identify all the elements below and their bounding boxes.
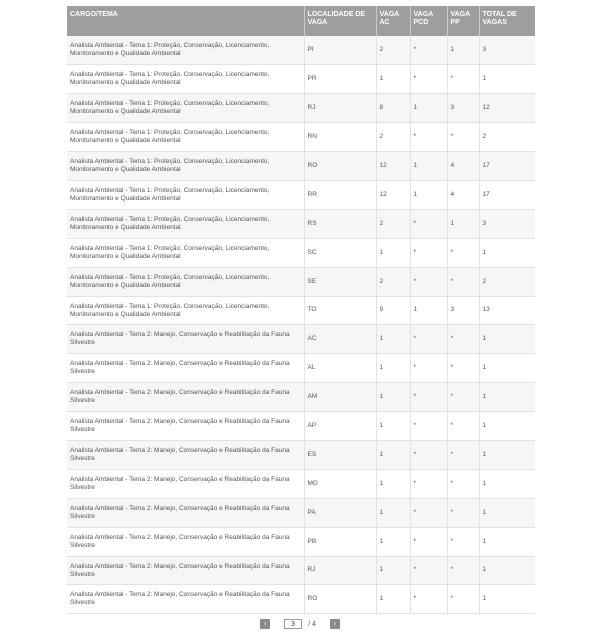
cell-vaga-pcd: 1 bbox=[410, 296, 447, 325]
cell-cargo: Analista Ambiental - Tema 2: Manejo, Conservação e Reabilitação da Fauna Silvestre bbox=[67, 354, 304, 383]
cell-vaga-pcd: * bbox=[410, 209, 447, 238]
cell-localidade: SC bbox=[304, 238, 376, 267]
cell-total-vagas: 1 bbox=[479, 383, 535, 412]
cell-cargo: Analista Ambiental - Tema 1: Proteção, Conservação, Licenciamento, Monitoramento e Qualidade Ambiental bbox=[67, 296, 304, 325]
cell-localidade: RO bbox=[304, 585, 376, 614]
header-cargo: CARGO/TEMA bbox=[67, 6, 304, 36]
cell-cargo: Analista Ambiental - Tema 1: Proteção, Conservação, Licenciamento, Monitoramento e Qualidade Ambiental bbox=[67, 267, 304, 296]
cell-vaga-ac: 2 bbox=[376, 267, 410, 296]
cell-total-vagas: 13 bbox=[479, 296, 535, 325]
cell-vaga-pp: * bbox=[447, 412, 479, 441]
cell-cargo: Analista Ambiental - Tema 2: Manejo, Conservação e Reabilitação da Fauna Silvestre bbox=[67, 556, 304, 585]
cell-total-vagas: 2 bbox=[479, 267, 535, 296]
cell-vaga-ac: 12 bbox=[376, 180, 410, 209]
table-row bbox=[67, 65, 535, 94]
cell-vaga-pcd: * bbox=[410, 123, 447, 152]
cell-vaga-pp: 3 bbox=[447, 94, 479, 123]
table-row bbox=[67, 325, 535, 354]
chevron-left-icon[interactable]: ‹ bbox=[260, 619, 270, 629]
cell-localidade: RR bbox=[304, 180, 376, 209]
cell-localidade: RN bbox=[304, 123, 376, 152]
vacancies-table-container bbox=[67, 6, 535, 614]
page-total-label: / 4 bbox=[308, 620, 316, 628]
cell-cargo: Analista Ambiental - Tema 1: Proteção, Conservação, Licenciamento, Monitoramento e Qualidade Ambiental bbox=[67, 123, 304, 152]
cell-cargo: Analista Ambiental - Tema 2: Manejo, Conservação e Reabilitação da Fauna Silvestre bbox=[67, 383, 304, 412]
cell-vaga-pcd: * bbox=[410, 383, 447, 412]
table-body bbox=[67, 36, 535, 614]
cell-vaga-pcd: 1 bbox=[410, 94, 447, 123]
cell-cargo: Analista Ambiental - Tema 2: Manejo, Conservação e Reabilitação da Fauna Silvestre bbox=[67, 412, 304, 441]
table-row bbox=[67, 36, 535, 65]
cell-total-vagas: 1 bbox=[479, 65, 535, 94]
cell-vaga-ac: 1 bbox=[376, 65, 410, 94]
cell-cargo: Analista Ambiental - Tema 2: Manejo, Conservação e Reabilitação da Fauna Silvestre bbox=[67, 469, 304, 498]
cell-cargo: Analista Ambiental - Tema 1: Proteção, Conservação, Licenciamento, Monitoramento e Qualidade Ambiental bbox=[67, 152, 304, 181]
header-vaga-ac: VAGA AC bbox=[376, 6, 410, 36]
page-number-input[interactable] bbox=[284, 619, 302, 629]
cell-vaga-pp: * bbox=[447, 123, 479, 152]
table-row bbox=[67, 267, 535, 296]
cell-vaga-pcd: 1 bbox=[410, 180, 447, 209]
cell-total-vagas: 1 bbox=[479, 325, 535, 354]
cell-vaga-pcd: * bbox=[410, 556, 447, 585]
cell-vaga-ac: 1 bbox=[376, 527, 410, 556]
table-row bbox=[67, 383, 535, 412]
header-vaga-pp: VAGA PP bbox=[447, 6, 479, 36]
cell-vaga-pp: * bbox=[447, 498, 479, 527]
cell-total-vagas: 17 bbox=[479, 180, 535, 209]
header-vaga-pcd: VAGA PCD bbox=[410, 6, 447, 36]
cell-vaga-ac: 9 bbox=[376, 296, 410, 325]
cell-cargo: Analista Ambiental - Tema 1: Proteção, Conservação, Licenciamento, Monitoramento e Qualidade Ambiental bbox=[67, 209, 304, 238]
header-localidade: LOCALIDADE DE VAGA bbox=[304, 6, 376, 36]
cell-total-vagas: 1 bbox=[479, 585, 535, 614]
cell-vaga-pcd: * bbox=[410, 267, 447, 296]
cell-vaga-pcd: * bbox=[410, 412, 447, 441]
cell-cargo: Analista Ambiental - Tema 1: Proteção, Conservação, Licenciamento, Monitoramento e Qualidade Ambiental bbox=[67, 94, 304, 123]
cell-localidade: TO bbox=[304, 296, 376, 325]
cell-cargo: Analista Ambiental - Tema 2: Manejo, Conservação e Reabilitação da Fauna Silvestre bbox=[67, 325, 304, 354]
cell-cargo: Analista Ambiental - Tema 1: Proteção, Conservação, Licenciamento, Monitoramento e Qualidade Ambiental bbox=[67, 180, 304, 209]
cell-vaga-pp: * bbox=[447, 585, 479, 614]
table-row bbox=[67, 238, 535, 267]
cell-total-vagas: 2 bbox=[479, 123, 535, 152]
cell-total-vagas: 1 bbox=[479, 498, 535, 527]
cell-vaga-pp: 4 bbox=[447, 152, 479, 181]
cell-cargo: Analista Ambiental - Tema 2: Manejo, Conservação e Reabilitação da Fauna Silvestre bbox=[67, 440, 304, 469]
cell-vaga-ac: 8 bbox=[376, 94, 410, 123]
cell-localidade: PB bbox=[304, 527, 376, 556]
cell-localidade: SE bbox=[304, 267, 376, 296]
cell-vaga-pp: 3 bbox=[447, 296, 479, 325]
table-row bbox=[67, 585, 535, 614]
table-row bbox=[67, 527, 535, 556]
cell-vaga-ac: 1 bbox=[376, 354, 410, 383]
cell-vaga-pp: 1 bbox=[447, 36, 479, 65]
cell-total-vagas: 1 bbox=[479, 412, 535, 441]
chevron-right-icon[interactable]: › bbox=[330, 619, 340, 629]
cell-total-vagas: 17 bbox=[479, 152, 535, 181]
cell-vaga-ac: 1 bbox=[376, 469, 410, 498]
table-row bbox=[67, 412, 535, 441]
table-row bbox=[67, 440, 535, 469]
cell-vaga-pcd: * bbox=[410, 325, 447, 354]
cell-localidade: RJ bbox=[304, 556, 376, 585]
table-row bbox=[67, 123, 535, 152]
cell-vaga-ac: 1 bbox=[376, 238, 410, 267]
cell-vaga-pp: * bbox=[447, 556, 479, 585]
cell-vaga-ac: 1 bbox=[376, 585, 410, 614]
cell-vaga-pp: * bbox=[447, 469, 479, 498]
cell-localidade: AC bbox=[304, 325, 376, 354]
cell-vaga-ac: 12 bbox=[376, 152, 410, 181]
cell-total-vagas: 1 bbox=[479, 527, 535, 556]
header-total-vagas: TOTAL DE VAGAS bbox=[479, 6, 535, 36]
cell-total-vagas: 1 bbox=[479, 440, 535, 469]
cell-total-vagas: 12 bbox=[479, 94, 535, 123]
cell-cargo: Analista Ambiental - Tema 1: Proteção, Conservação, Licenciamento, Monitoramento e Qualidade Ambiental bbox=[67, 238, 304, 267]
table-row bbox=[67, 209, 535, 238]
cell-localidade: AL bbox=[304, 354, 376, 383]
vacancies-table bbox=[67, 6, 535, 614]
cell-vaga-ac: 1 bbox=[376, 440, 410, 469]
cell-localidade: RO bbox=[304, 152, 376, 181]
cell-localidade: PA bbox=[304, 498, 376, 527]
pagination bbox=[0, 617, 600, 631]
header-row bbox=[67, 6, 535, 36]
cell-localidade: RJ bbox=[304, 94, 376, 123]
cell-vaga-pcd: * bbox=[410, 498, 447, 527]
table-row bbox=[67, 180, 535, 209]
cell-localidade: RS bbox=[304, 209, 376, 238]
cell-cargo: Analista Ambiental - Tema 2: Manejo, Conservação e Reabilitação da Fauna Silvestre bbox=[67, 585, 304, 614]
cell-localidade: AP bbox=[304, 412, 376, 441]
cell-total-vagas: 1 bbox=[479, 469, 535, 498]
cell-vaga-pp: * bbox=[447, 440, 479, 469]
cell-vaga-ac: 1 bbox=[376, 412, 410, 441]
cell-localidade: ES bbox=[304, 440, 376, 469]
cell-vaga-pcd: * bbox=[410, 238, 447, 267]
cell-vaga-pp: 4 bbox=[447, 180, 479, 209]
cell-vaga-pp: * bbox=[447, 527, 479, 556]
cell-vaga-ac: 1 bbox=[376, 383, 410, 412]
cell-vaga-pcd: * bbox=[410, 527, 447, 556]
cell-vaga-pcd: * bbox=[410, 585, 447, 614]
cell-total-vagas: 1 bbox=[479, 238, 535, 267]
cell-vaga-pp: * bbox=[447, 238, 479, 267]
cell-vaga-ac: 2 bbox=[376, 36, 410, 65]
cell-vaga-pp: * bbox=[447, 354, 479, 383]
cell-total-vagas: 3 bbox=[479, 36, 535, 65]
cell-total-vagas: 1 bbox=[479, 354, 535, 383]
cell-vaga-pcd: * bbox=[410, 354, 447, 383]
cell-vaga-ac: 2 bbox=[376, 209, 410, 238]
cell-cargo: Analista Ambiental - Tema 2: Manejo, Conservação e Reabilitação da Fauna Silvestre bbox=[67, 527, 304, 556]
cell-vaga-pp: * bbox=[447, 383, 479, 412]
cell-vaga-pp: 1 bbox=[447, 209, 479, 238]
table-row bbox=[67, 469, 535, 498]
cell-vaga-pcd: * bbox=[410, 36, 447, 65]
cell-cargo: Analista Ambiental - Tema 2: Manejo, Conservação e Reabilitação da Fauna Silvestre bbox=[67, 498, 304, 527]
table-row bbox=[67, 152, 535, 181]
cell-total-vagas: 1 bbox=[479, 556, 535, 585]
cell-vaga-ac: 2 bbox=[376, 123, 410, 152]
table-row bbox=[67, 296, 535, 325]
cell-vaga-pcd: * bbox=[410, 65, 447, 94]
table-row bbox=[67, 498, 535, 527]
cell-cargo: Analista Ambiental - Tema 1: Proteção, Conservação, Licenciamento, Monitoramento e Qualidade Ambiental bbox=[67, 36, 304, 65]
cell-localidade: MG bbox=[304, 469, 376, 498]
cell-localidade: PI bbox=[304, 36, 376, 65]
cell-vaga-pcd: * bbox=[410, 440, 447, 469]
cell-total-vagas: 3 bbox=[479, 209, 535, 238]
cell-vaga-pcd: 1 bbox=[410, 152, 447, 181]
cell-cargo: Analista Ambiental - Tema 1: Proteção, Conservação, Licenciamento, Monitoramento e Qualidade Ambiental bbox=[67, 65, 304, 94]
cell-vaga-pp: * bbox=[447, 65, 479, 94]
cell-vaga-pcd: * bbox=[410, 469, 447, 498]
table-row bbox=[67, 94, 535, 123]
cell-vaga-ac: 1 bbox=[376, 556, 410, 585]
cell-localidade: AM bbox=[304, 383, 376, 412]
cell-vaga-pp: * bbox=[447, 267, 479, 296]
table-header bbox=[67, 6, 535, 36]
table-row bbox=[67, 556, 535, 585]
cell-localidade: PR bbox=[304, 65, 376, 94]
cell-vaga-ac: 1 bbox=[376, 325, 410, 354]
cell-vaga-pp: * bbox=[447, 325, 479, 354]
table-row bbox=[67, 354, 535, 383]
cell-vaga-ac: 1 bbox=[376, 498, 410, 527]
